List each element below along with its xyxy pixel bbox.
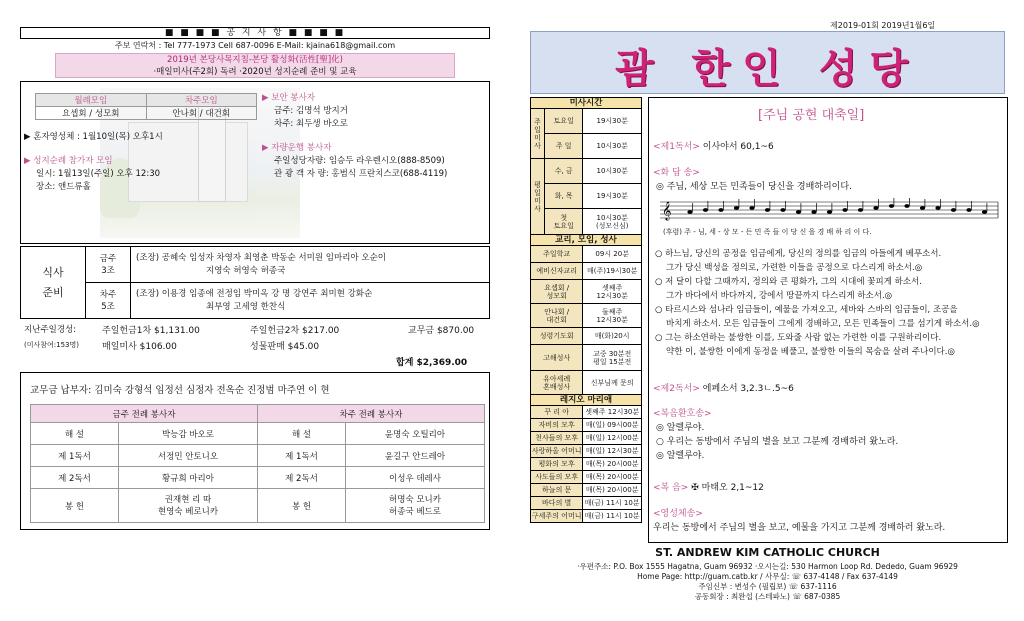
verse-line: 그가 바다에서 바다까지, 강에서 땅끝까지 다스리게 하소서.◎ bbox=[666, 291, 893, 301]
music-score bbox=[660, 198, 1000, 226]
psalm-refrain: ◎ 주님, 세상 모든 민족들이 당신을 경배하리이다. bbox=[656, 182, 852, 192]
legio-name: 자비의 모후 bbox=[531, 419, 583, 432]
legio-name: 바다의 별 bbox=[531, 497, 583, 510]
issue-number: 제2019-01회 2019년1월6일 bbox=[830, 21, 936, 30]
pilgrim-place: 장소: 앤드류홀 bbox=[36, 182, 91, 192]
note bbox=[982, 210, 987, 214]
legio-time: 매(일) 12시30분 bbox=[583, 445, 642, 458]
offering-sunday-1: 주일헌금1차 $1,131.00 bbox=[102, 326, 200, 336]
note bbox=[920, 206, 925, 210]
reading1-ref: 이사야서 60,1~6 bbox=[702, 142, 774, 152]
meeting-time: 교중 30분전 평일 15분전 bbox=[583, 345, 642, 371]
meeting-name: 고해성사 bbox=[531, 345, 583, 371]
verse-line: ○ 그는 하소연하는 불쌍한 이를, 도와줄 사람 없는 가련한 이를 구원하리이다. bbox=[655, 333, 942, 343]
address-line: Home Page: http://guam.catb.kr / 사무실: ☏ 637-4148 / Fax 637-4149 bbox=[637, 572, 898, 581]
legio-name: 구세주의 어머니 bbox=[531, 510, 583, 523]
note bbox=[780, 208, 785, 212]
drive-title: ▶ 자량운행 봉사자 bbox=[262, 143, 332, 153]
legio-name: 사랑하올 어머니 bbox=[531, 445, 583, 458]
next-week-ministers-header: 차주 전례 봉사자 bbox=[258, 405, 485, 423]
donor-list: 교무금 납부자: 김미숙 강형석 임정선 심정자 전옥순 진정범 마주연 이 현 bbox=[30, 385, 330, 396]
role-cell: 해 설 bbox=[258, 423, 346, 445]
guard-this-week: 금주: 김명석 방지거 bbox=[274, 106, 348, 116]
note bbox=[796, 210, 801, 214]
guard-next-week: 차주: 최두생 바오로 bbox=[274, 119, 348, 129]
note bbox=[687, 210, 692, 214]
communion-notice: ▶ 혼자영성체 : 1월10일(목) 오후1시 bbox=[24, 132, 163, 142]
vision-line-1: 2019년 본당사목지침-본당 활성화(活性[聖]化) bbox=[167, 55, 343, 65]
note bbox=[873, 206, 878, 210]
offering-daily: 매일미사 $106.00 bbox=[102, 342, 177, 352]
score-lyrics: (후렴) 주 - 님, 세 - 상 모 - 든 민 족 들 이 당 신 을 경 배 하 리 이 다. bbox=[663, 228, 872, 236]
legio-time: 셋째주 12시30분 bbox=[583, 406, 642, 419]
schedule-time: 19시30분 bbox=[583, 109, 642, 134]
psalm-verses bbox=[655, 247, 1005, 359]
drive-tourist: 관 광 객 자 량: 홍범식 프란치스코(688-4119) bbox=[274, 169, 448, 179]
verse-line: 바치게 하소서. 모든 임금들이 그에게 경배하고, 모든 민족들이 그를 섬기게 하소서.◎ bbox=[666, 319, 980, 329]
verse-line: ○ 하느님, 당신의 공정을 임금에게, 당신의 정의를 임금의 아들에게 베푸소서. bbox=[655, 249, 942, 259]
schedule-day: 첫 토요일 bbox=[545, 209, 583, 235]
schedule-time: 10시30분 bbox=[583, 159, 642, 184]
note bbox=[858, 208, 863, 212]
verse-line: 약한 이, 불쌍한 이에게 동정을 베풀고, 불쌍한 이들의 목숨을 살려 주나이다.◎ bbox=[666, 347, 955, 357]
reading2-ref: 에페소서 3,2.3ㄴ.5~6 bbox=[702, 384, 794, 394]
svg-text:𝄞: 𝄞 bbox=[662, 201, 672, 220]
schedule-time: 19시30분 bbox=[583, 184, 642, 209]
schedule-day: 주 일 bbox=[545, 134, 583, 159]
note bbox=[734, 206, 739, 210]
offering-sunday-2: 주일헌금2차 $217.00 bbox=[250, 326, 340, 336]
role-cell: 제 2독서 bbox=[31, 467, 119, 489]
sunday-mass-label: 주 일 미 사 bbox=[531, 109, 545, 159]
offering-total: 합계 $2,369.00 bbox=[396, 358, 468, 368]
legio-name: 하늘의 문 bbox=[531, 484, 583, 497]
legio-time: 매(목) 20시00분 bbox=[583, 484, 642, 497]
liturgy-ministers-table bbox=[30, 404, 485, 523]
meeting-time: 매(화)20시 bbox=[583, 328, 642, 345]
meetings-header: 교리, 모임, 성사 bbox=[531, 235, 642, 246]
schedule-day: 토요일 bbox=[545, 109, 583, 134]
address-line: 주임신부 : 변성수 (필립보) ☏ 637-1116 bbox=[698, 582, 837, 591]
note bbox=[718, 208, 723, 212]
minister-cell: 권재현 리 따 현영숙 베로니카 bbox=[119, 489, 258, 523]
legio-time: 매(목) 20시00분 bbox=[583, 458, 642, 471]
schedule-day: 화, 목 bbox=[545, 184, 583, 209]
role-cell: 봉 헌 bbox=[31, 489, 119, 523]
minister-cell: 윤명숙 오틸리아 bbox=[346, 423, 485, 445]
note bbox=[904, 204, 909, 208]
notice-title: ■ ■ ■ ■ 공 지 사 항 ■ ■ ■ ■ bbox=[20, 27, 490, 39]
note bbox=[765, 208, 770, 212]
attendance: (미사참여:153명) bbox=[24, 341, 79, 349]
pilgrim-time: 일시: 1월13일(주일) 오후 12:30 bbox=[36, 169, 161, 179]
alleluia-line: ◎ 알렐루야. bbox=[656, 451, 705, 461]
pastoral-vision-banner bbox=[55, 53, 455, 78]
meeting-name: 성령기도회 bbox=[531, 328, 583, 345]
alleluia-block bbox=[656, 421, 898, 463]
alleluia-line: ◎ 알렐루야. bbox=[656, 423, 705, 433]
note bbox=[703, 208, 708, 212]
minister-cell: 황규희 마리아 bbox=[119, 467, 258, 489]
minister-cell: 허명숙 모니카 허종국 베드로 bbox=[346, 489, 485, 523]
role-cell: 해 설 bbox=[31, 423, 119, 445]
note bbox=[966, 208, 971, 212]
legio-name: 평화의 모후 bbox=[531, 458, 583, 471]
legio-name: 사도들의 모후 bbox=[531, 471, 583, 484]
monthly-meeting-header: 월례모임 bbox=[36, 94, 147, 107]
schedule-table bbox=[530, 97, 642, 523]
guard-title: ▶ 보안 봉사자 bbox=[262, 93, 315, 103]
meal-week-next: 차주 5조 bbox=[86, 283, 131, 319]
offering-goods: 성물판매 $45.00 bbox=[250, 342, 320, 352]
address-line: 공동회장 : 최완섭 (스테파노) ☏ 687-0385 bbox=[694, 592, 841, 601]
verse-line: 그가 당신 백성을 정의로, 가련한 이들을 공정으로 다스리게 하소서.◎ bbox=[666, 263, 923, 273]
feast-title: [주님 공현 대축일] bbox=[758, 108, 865, 123]
role-cell: 봉 헌 bbox=[258, 489, 346, 523]
communion-antiphon: 우리는 동방에서 주님의 별을 보고, 예물을 가지고 그분께 경배하러 왔노라. bbox=[653, 523, 946, 533]
meeting-time: 둘째주 12시30분 bbox=[583, 304, 642, 328]
meeting-name: 요셉회 / 성모회 bbox=[531, 280, 583, 304]
psalm-label: <화 답 송> bbox=[653, 168, 700, 178]
meeting-time: 매(주)19시30분 bbox=[583, 263, 642, 280]
gospel-label: <복 음> bbox=[653, 483, 689, 493]
legio-name: 천사들의 모후 bbox=[531, 432, 583, 445]
schedule-day: 수, 금 bbox=[545, 159, 583, 184]
legio-name: 꾸 리 아 bbox=[531, 406, 583, 419]
meeting-name: 주일학교 bbox=[531, 246, 583, 263]
meal-label: 식사 준비 bbox=[21, 247, 86, 319]
address-line: ·우편주소: P.O. Box 1555 Hagatna, Guam 96932 ·오시는길: 530 Harmon Loop Rd. Dededo, Guam 96929 bbox=[577, 562, 958, 571]
meeting-time: 신부님께 문의 bbox=[583, 371, 642, 395]
meal-members-next-1: (조장) 이용경 임종애 전정임 박미옥 강 명 강연주 최미현 강화순 bbox=[136, 288, 373, 299]
offering-label: 지난주일경성: bbox=[24, 325, 77, 335]
schedule-time: 10시30분 (성모신심) bbox=[583, 209, 642, 235]
role-cell: 제 1독서 bbox=[31, 445, 119, 467]
note bbox=[811, 210, 816, 214]
legio-time: 매(금) 11시 10분 bbox=[583, 510, 642, 523]
church-english-name: ST. ANDREW KIM CATHOLIC CHURCH bbox=[655, 546, 880, 559]
meal-members-next-2: 최부영 고세영 한찬식 bbox=[206, 301, 286, 312]
monthly-meeting-groups: 요셉회 / 성모회 bbox=[36, 107, 147, 120]
meal-prep-table bbox=[20, 246, 490, 319]
verse-line: ○ 저 달이 다할 그때까지, 정의와 큰 평화가, 그의 시대에 꽃피게 하소서. bbox=[655, 277, 922, 287]
minister-cell: 서정민 안토니오 bbox=[119, 445, 258, 467]
note bbox=[935, 206, 940, 210]
minister-cell: 이성우 데레사 bbox=[346, 467, 485, 489]
gospel-ref: ✠ 마태오 2,1~12 bbox=[691, 483, 764, 493]
legio-time: 매(목) 20시00분 bbox=[583, 471, 642, 484]
pilgrim-title: ▶ 성지순례 참가자 모임 bbox=[24, 156, 113, 166]
church-title: 괌 한인 성당 bbox=[614, 46, 921, 92]
weekday-mass-label: 평 일 미 사 bbox=[531, 159, 545, 235]
reading2-label: <제2독서> bbox=[653, 384, 700, 394]
contact-line: 주보 연락처 : Tel 777-1973 Cell 687-0096 E-Mail: kjaina618@gmail.com bbox=[114, 41, 396, 50]
meeting-name: 안나회 / 대건회 bbox=[531, 304, 583, 328]
group-meeting-table bbox=[35, 93, 257, 120]
minister-cell: 윤길구 안드레아 bbox=[346, 445, 485, 467]
church-address bbox=[530, 562, 1005, 602]
meal-members-this-2: 지영숙 허영숙 허종국 bbox=[206, 265, 286, 276]
note bbox=[842, 208, 847, 212]
verse-line: ○ 타르시스와 섬나라 임금들이, 예물을 가져오고, 세바와 스바의 임금들이, 조공을 bbox=[655, 305, 958, 315]
drive-sunday: 주일성당자량: 임승두 라우렌시오(888-8509) bbox=[274, 156, 445, 166]
note bbox=[827, 210, 832, 214]
meeting-time: 셋째주 12시30분 bbox=[583, 280, 642, 304]
reading1-label: <제1독서> bbox=[653, 142, 700, 152]
note bbox=[889, 204, 894, 208]
note bbox=[951, 208, 956, 212]
note bbox=[749, 206, 754, 210]
communion-label: <영성체송> bbox=[653, 509, 703, 519]
legio-time: 매(일) 09시00분 bbox=[583, 419, 642, 432]
role-cell: 제 1독서 bbox=[258, 445, 346, 467]
minister-cell: 박능감 바오로 bbox=[119, 423, 258, 445]
meeting-name: 예비신자교리 bbox=[531, 263, 583, 280]
next-week-meeting-header: 차주모임 bbox=[146, 94, 257, 107]
meeting-name: 유아세례 혼배성사 bbox=[531, 371, 583, 395]
legio-header: 레지오 마리애 bbox=[531, 395, 642, 406]
alleluia-label: <복음환호송> bbox=[653, 409, 712, 419]
schedule-time: 10시30분 bbox=[583, 134, 642, 159]
legio-time: 매(금) 11시 10분 bbox=[583, 497, 642, 510]
role-cell: 제 2독서 bbox=[258, 467, 346, 489]
alleluia-line: ○ 우리는 동방에서 주님의 별을 보고 그분께 경배하러 왔노라. bbox=[656, 437, 899, 447]
mass-times-header: 미사시간 bbox=[531, 98, 642, 109]
this-week-ministers-header: 금주 전례 봉사자 bbox=[31, 405, 258, 423]
vision-line-2: ·매일미사(주2회) 독려 ·2020년 성지순례 준비 및 교육 bbox=[153, 67, 357, 77]
next-week-meeting-groups: 안나회 / 대건회 bbox=[146, 107, 257, 120]
offering-edu: 교무금 $870.00 bbox=[408, 326, 475, 336]
legio-time: 매(일) 12시00분 bbox=[583, 432, 642, 445]
meal-week-this: 금주 3조 bbox=[86, 247, 131, 283]
meeting-time: 09시 20분 bbox=[583, 246, 642, 263]
meal-members-this-1: (조장) 공혜숙 임성자 차영자 최영춘 박동순 서미원 임마리아 오순이 bbox=[136, 252, 386, 263]
